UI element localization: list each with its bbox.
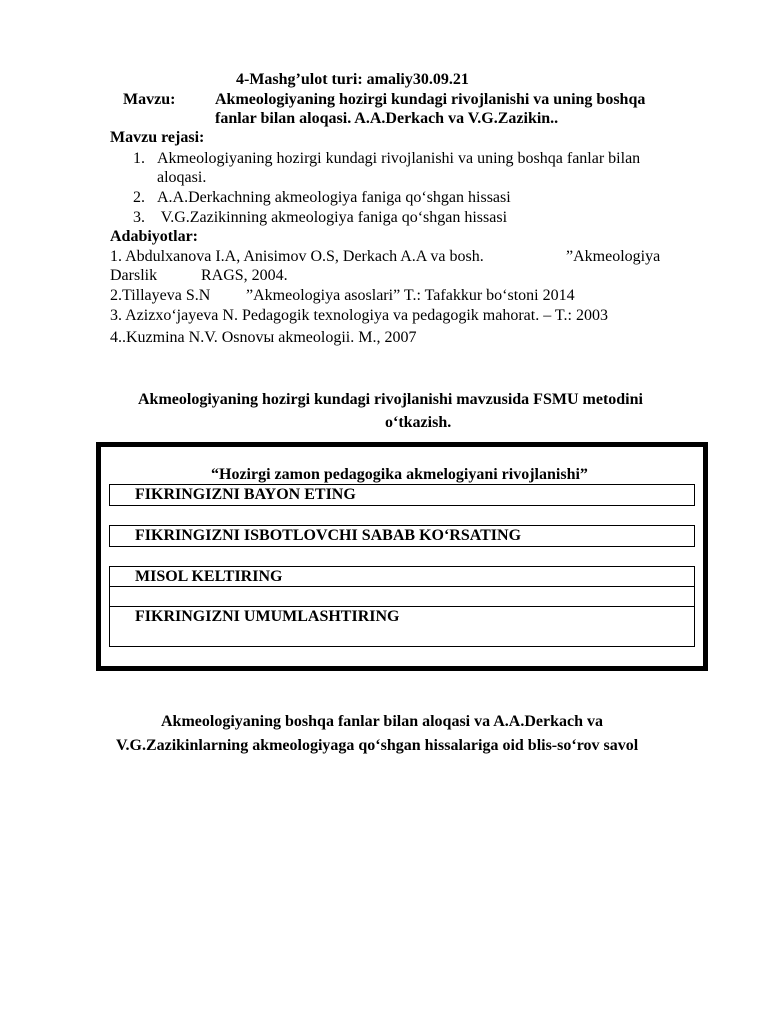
plan-item-3-number: 3.	[133, 209, 145, 226]
reference-2-author: 2.Tillayeva S.N	[110, 287, 211, 304]
fsmu-row-summary	[109, 606, 695, 647]
references-title: Adabiyotlar:	[110, 228, 198, 245]
plan-item-2-number: 2.	[133, 189, 145, 206]
fsmu-box-title: “Hozirgi zamon pedagogika akmelogiyani rivojlanishi”	[211, 466, 588, 483]
fsmu-row-label: FIKRINGIZNI BAYON ETING	[135, 486, 356, 503]
reference-1-title: ”Akmeologiya	[566, 248, 661, 265]
plan-item-1-line-2: aloqasi.	[157, 169, 207, 186]
plan-title: Mavzu rejasi:	[110, 129, 205, 146]
session-title: 4-Mashg’ulot turi: amaliy30.09.21	[236, 71, 469, 88]
fsmu-row-statement	[109, 484, 695, 506]
blis-heading-line-2: V.G.Zazikinlarning akmeologiyaga qo‘shgan hissalariga oid blis-so‘rov savol	[116, 737, 639, 754]
reference-1-line-2: Darslik	[110, 267, 158, 284]
topic-line-1: Akmeologiyaning hozirgi kundagi rivojlanishi va uning boshqa	[215, 91, 646, 108]
fsmu-row-example	[109, 566, 695, 587]
fsmu-row-reason	[109, 525, 695, 547]
plan-item-1-number: 1.	[133, 150, 145, 167]
reference-2-title: ”Akmeologiya asoslari” T.: Tafakkur bo‘stoni 2014	[246, 287, 575, 304]
plan-item-2-line-1: A.A.Derkachning akmeologiya faniga qo‘shgan hissasi	[157, 189, 511, 206]
fsmu-row-label: MISOL KELTIRING	[135, 568, 283, 585]
reference-1-publisher: RAGS, 2004.	[201, 267, 288, 284]
topic-label: Mavzu:	[123, 91, 176, 108]
reference-1-line-1: 1. Abdulxanova I.A, Anisimov O.S, Derkach A.A va bosh.	[110, 248, 484, 265]
fsmu-row-label: FIKRINGIZNI UMUMLASHTIRING	[135, 608, 400, 625]
fsmu-row-empty	[109, 586, 695, 607]
topic-line-2: fanlar bilan aloqasi. A.A.Derkach va V.G.Zazikin..	[215, 110, 559, 127]
plan-item-1-line-1: Akmeologiyaning hozirgi kundagi rivojlanishi va uning boshqa fanlar bilan	[157, 150, 641, 167]
fsmu-heading-line-2: o‘tkazish.	[385, 414, 452, 431]
fsmu-row-label: FIKRINGIZNI ISBOTLOVCHI SABAB KO‘RSATING	[135, 527, 522, 544]
plan-item-3-line-1: V.G.Zazikinning akmeologiya faniga qo‘shgan hissasi	[157, 209, 508, 226]
reference-3: 3. Azizxo‘jayeva N. Pedagogik texnologiya va pedagogik mahorat. – T.: 2003	[110, 307, 608, 324]
blis-heading-line-1: Akmeologiyaning boshqa fanlar bilan aloqasi va A.A.Derkach va	[161, 713, 604, 730]
reference-4: 4..Kuzmina N.V. Osnovы akmeologii. M., 2007	[110, 329, 417, 346]
fsmu-heading-line-1: Akmeologiyaning hozirgi kundagi rivojlanishi mavzusida FSMU metodini	[138, 391, 643, 408]
